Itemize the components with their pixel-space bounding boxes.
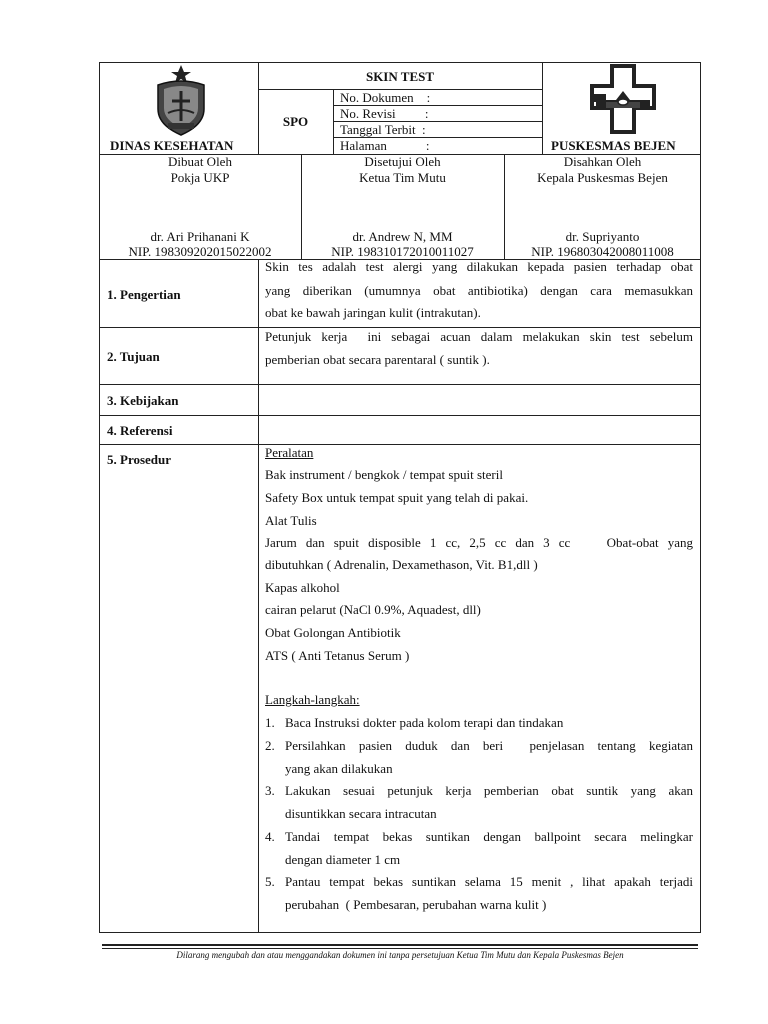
ratifier-unit: Kepala Puskesmas Bejen [537, 170, 668, 185]
step-text: yang akan dilakukan [285, 761, 393, 776]
step-text: perubahan ( Pembesaran, perubahan warna kulit ) [285, 897, 547, 912]
label-column-divider [258, 259, 259, 933]
step-number: 4. [265, 829, 275, 844]
step-number: 5. [265, 874, 275, 889]
ratifier-role: Disahkan Oleh [563, 154, 642, 169]
equipment-item: Safety Box untuk tempat spuit yang telah di pakai. [265, 490, 529, 505]
peralatan-heading: Peralatan [265, 445, 314, 460]
row-line-pengertian [99, 327, 701, 328]
kebijakan-label: 3. Kebijakan [107, 393, 179, 408]
step-text: disuntikkan secara intracutan [285, 806, 437, 821]
footer-disclaimer: Dilarang mengubah dan atau menggandakan dokumen ini tanpa persetujuan Ketua Tim Mutu dan Kepala Puskesmas Bejen [176, 950, 624, 960]
prosedur-label: 5. Prosedur [107, 452, 172, 467]
left-org-name: DINAS KESEHATAN [110, 138, 234, 153]
issue-date-label: Tanggal Terbit : [340, 122, 426, 137]
maker-unit: Pokja UKP [170, 170, 230, 185]
tujuan-line-1: Petunjuk kerja ini sebagai acuan dalam melakukan skin test sebelum [265, 329, 693, 344]
approver-role: Disetujui Oleh [364, 154, 441, 169]
equipment-item: ATS ( Anti Tetanus Serum ) [265, 648, 410, 663]
pengertian-line-3: obat ke bawah jaringan kulit (intrakutan). [265, 305, 481, 320]
equipment-item: Kapas alkohol [265, 580, 340, 595]
tujuan-label: 2. Tujuan [107, 349, 160, 364]
step-number: 3. [265, 783, 275, 798]
row-line-referensi [99, 444, 701, 445]
dinas-kesehatan-emblem-icon [150, 63, 212, 139]
spo-label: SPO [282, 114, 309, 129]
approver-nip: NIP. 198310172010011027 [331, 244, 474, 259]
step-text: Tandai tempat bekas suntikan dengan ballpoint secara melingkar [285, 829, 693, 844]
step-text: Pantau tempat bekas suntikan selama 15 menit , lihat apakah terjadi [285, 874, 693, 889]
step-text: Baca Instruksi dokter pada kolom terapi dan tindakan [285, 715, 564, 730]
maker-role: Dibuat Oleh [168, 154, 232, 169]
equipment-item: cairan pelarut (NaCl 0.9%, Aquadest, dll) [265, 602, 481, 617]
right-org-name: PUSKESMAS BEJEN [551, 138, 676, 153]
equipment-item: Alat Tulis [265, 513, 317, 528]
approver-name: dr. Andrew N, MM [352, 229, 453, 244]
row-line-tujuan [99, 384, 701, 385]
document-title: SKIN TEST [365, 69, 435, 84]
step-text: dengan diameter 1 cm [285, 852, 401, 867]
langkah-heading: Langkah-langkah: [265, 692, 360, 707]
header-divider-right [542, 62, 543, 154]
doc-number-label: No. Dokumen : [340, 90, 431, 105]
step-text: Persilahkan pasien duduk dan beri penjelasan tentang kegiatan [285, 738, 693, 753]
revision-label: No. Revisi : [340, 106, 429, 121]
maker-nip: NIP. 198309202015022002 [128, 244, 272, 259]
equipment-item: Jarum dan spuit disposible 1 cc, 2,5 cc dan 3 cc Obat-obat yang [265, 535, 693, 550]
equipment-item: Obat Golongan Antibiotik [265, 625, 401, 640]
footer-rule-thin [102, 948, 698, 949]
ratifier-name: dr. Supriyanto [565, 229, 640, 244]
step-text: Lakukan sesuai petunjuk kerja pemberian obat suntik yang akan [285, 783, 693, 798]
row-line-kebijakan [99, 415, 701, 416]
pengertian-line-1: Skin tes adalah test alergi yang dilakukan kepada pasien terhadap obat [265, 259, 693, 274]
puskesmas-logo-icon [582, 64, 664, 136]
tujuan-line-2: pemberian obat secara parentaral ( suntik ). [265, 352, 490, 367]
step-number: 1. [265, 715, 275, 730]
ratifier-nip: NIP. 196803042008011008 [531, 244, 674, 259]
pengertian-label: 1. Pengertian [107, 287, 181, 302]
referensi-label: 4. Referensi [107, 423, 173, 438]
approver-unit: Ketua Tim Mutu [359, 170, 446, 185]
pengertian-line-2: yang diberikan (umumnya obat antibiotika) dengan cara memasukkan [265, 283, 693, 298]
equipment-item: dibutuhkan ( Adrenalin, Dexamethason, Vit. B1,dll ) [265, 557, 538, 572]
maker-name: dr. Ari Prihanani K [150, 229, 250, 244]
step-number: 2. [265, 738, 275, 753]
equipment-item: Bak instrument / bengkok / tempat spuit steril [265, 467, 503, 482]
footer-rule-thick [102, 944, 698, 946]
page-label: Halaman : [340, 138, 430, 153]
